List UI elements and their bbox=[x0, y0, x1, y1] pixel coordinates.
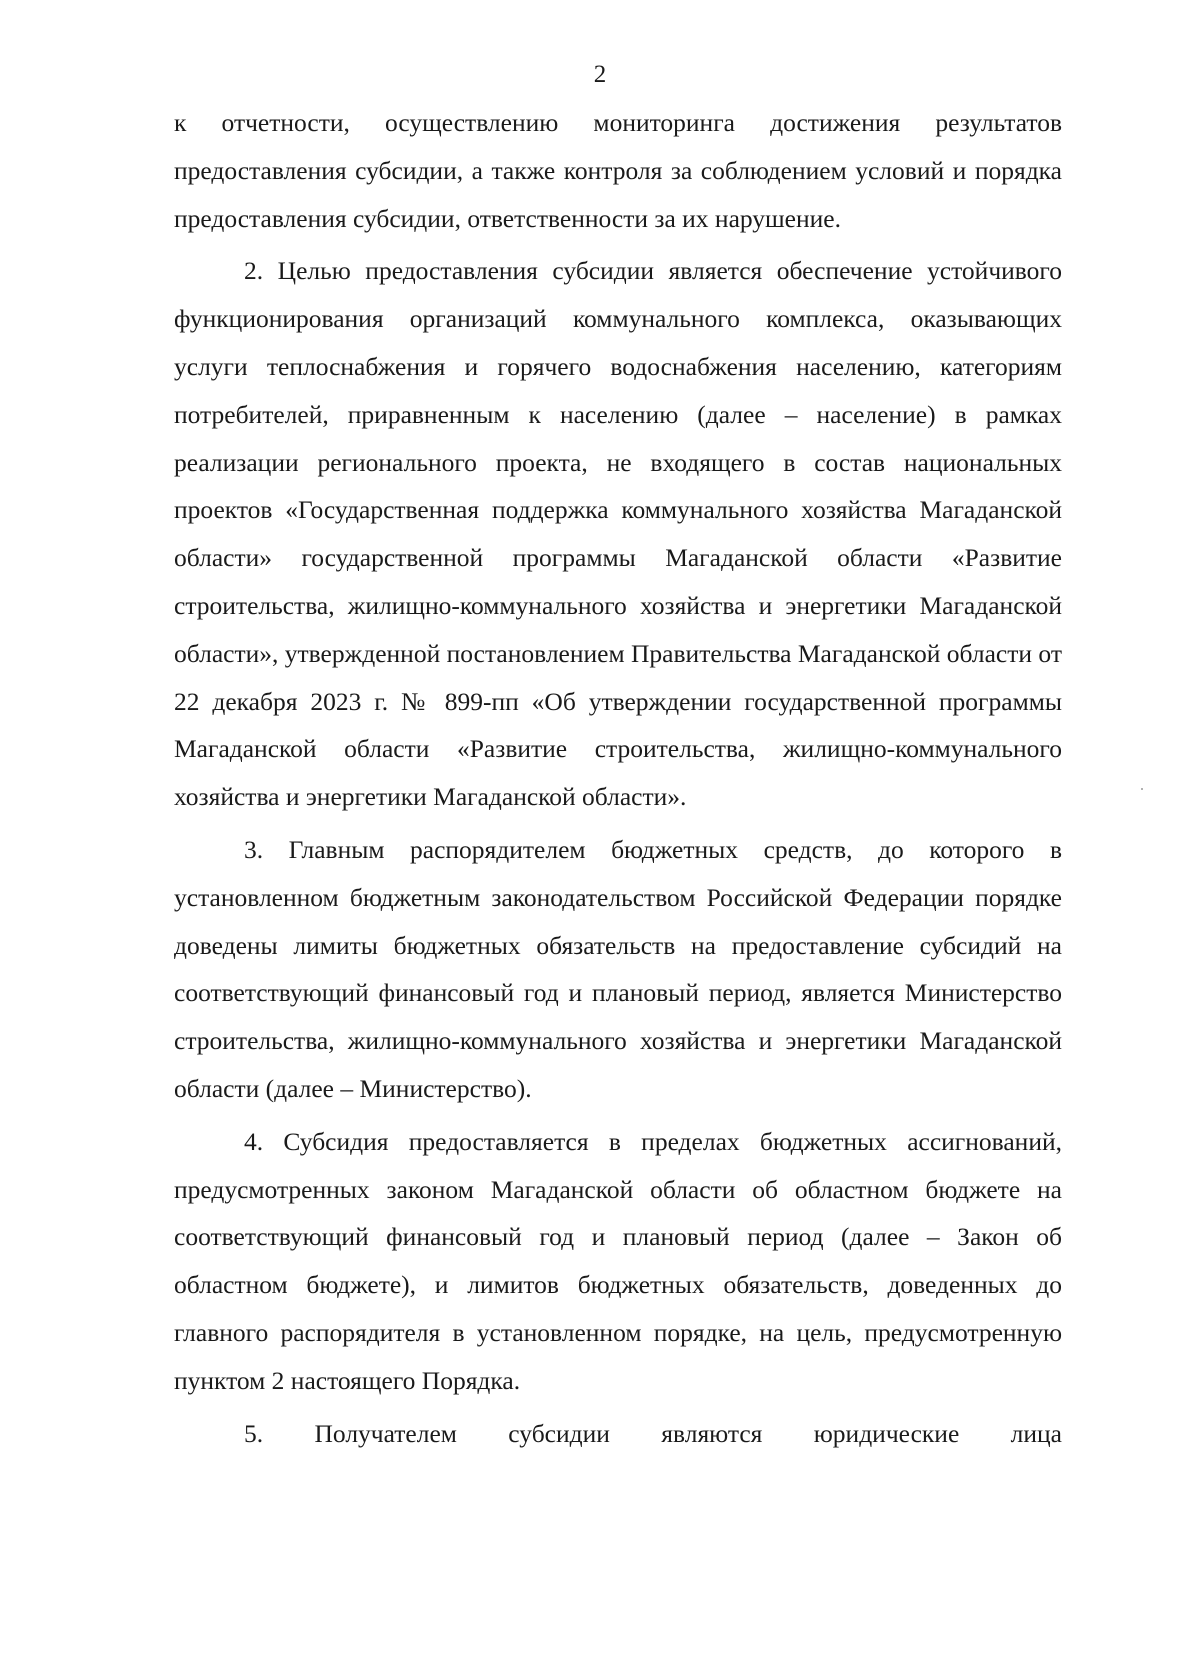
paragraph-continuation: к отчетности, осуществлению мониторинга достижения результатов предоставления субсидии, а также контроля за соблюдением условий и порядка предоставления субсидии, ответственности за их нарушение. bbox=[174, 108, 1062, 233]
scan-speck bbox=[1141, 788, 1143, 790]
paragraph-item-5: 5. Получателем субсидии являются юридические лица bbox=[244, 1418, 1062, 1448]
paragraph-item-3: 3. Главным распорядителем бюджетных средств, до которого в установленном бюджетным законодательством Российской Федерации порядке доведены лимиты бюджетных обязательств на предоставление субсидий на соответствующий финансовый год и плановый период, является Министерство строительства, жилищно-коммунального хозяйства и энергетики Магаданской области (далее – Министерство). bbox=[174, 834, 1062, 1103]
document-body bbox=[174, 99, 1062, 1457]
page-number: 2 bbox=[593, 61, 607, 88]
paragraph-item-4: 4. Субсидия предоставляется в пределах бюджетных ассигнований, предусмотренных законом Магаданской области об областном бюджете на соответствующий финансовый год и плановый период (далее – Закон об областном бюджете), и лимитов бюджетных обязательств, доведенных до главного распорядителя в установленном порядке, на цель, предусмотренную пунктом 2 настоящего Порядка. bbox=[174, 1126, 1062, 1395]
paragraph-item-2: 2. Целью предоставления субсидии является обеспечение устойчивого функционирования организаций коммунального комплекса, оказывающих услуги теплоснабжения и горячего водоснабжения населению, категориям потребителей, приравненным к населению (далее – население) в рамках реализации регионального проекта, не входящего в состав национальных проектов «Государственная поддержка коммунального хозяйства Магаданской области» государственной программы Магаданской области «Развитие строительства, жилищно-коммунального хозяйства и энергетики Магаданской области», утвержденной постановлением Правительства Магаданской области от 22 декабря 2023 г. № 899-пп «Об утверждении государственной программы Магаданской области «Развитие строительства, жилищно-коммунального хозяйства и энергетики Магаданской области». bbox=[174, 256, 1062, 812]
